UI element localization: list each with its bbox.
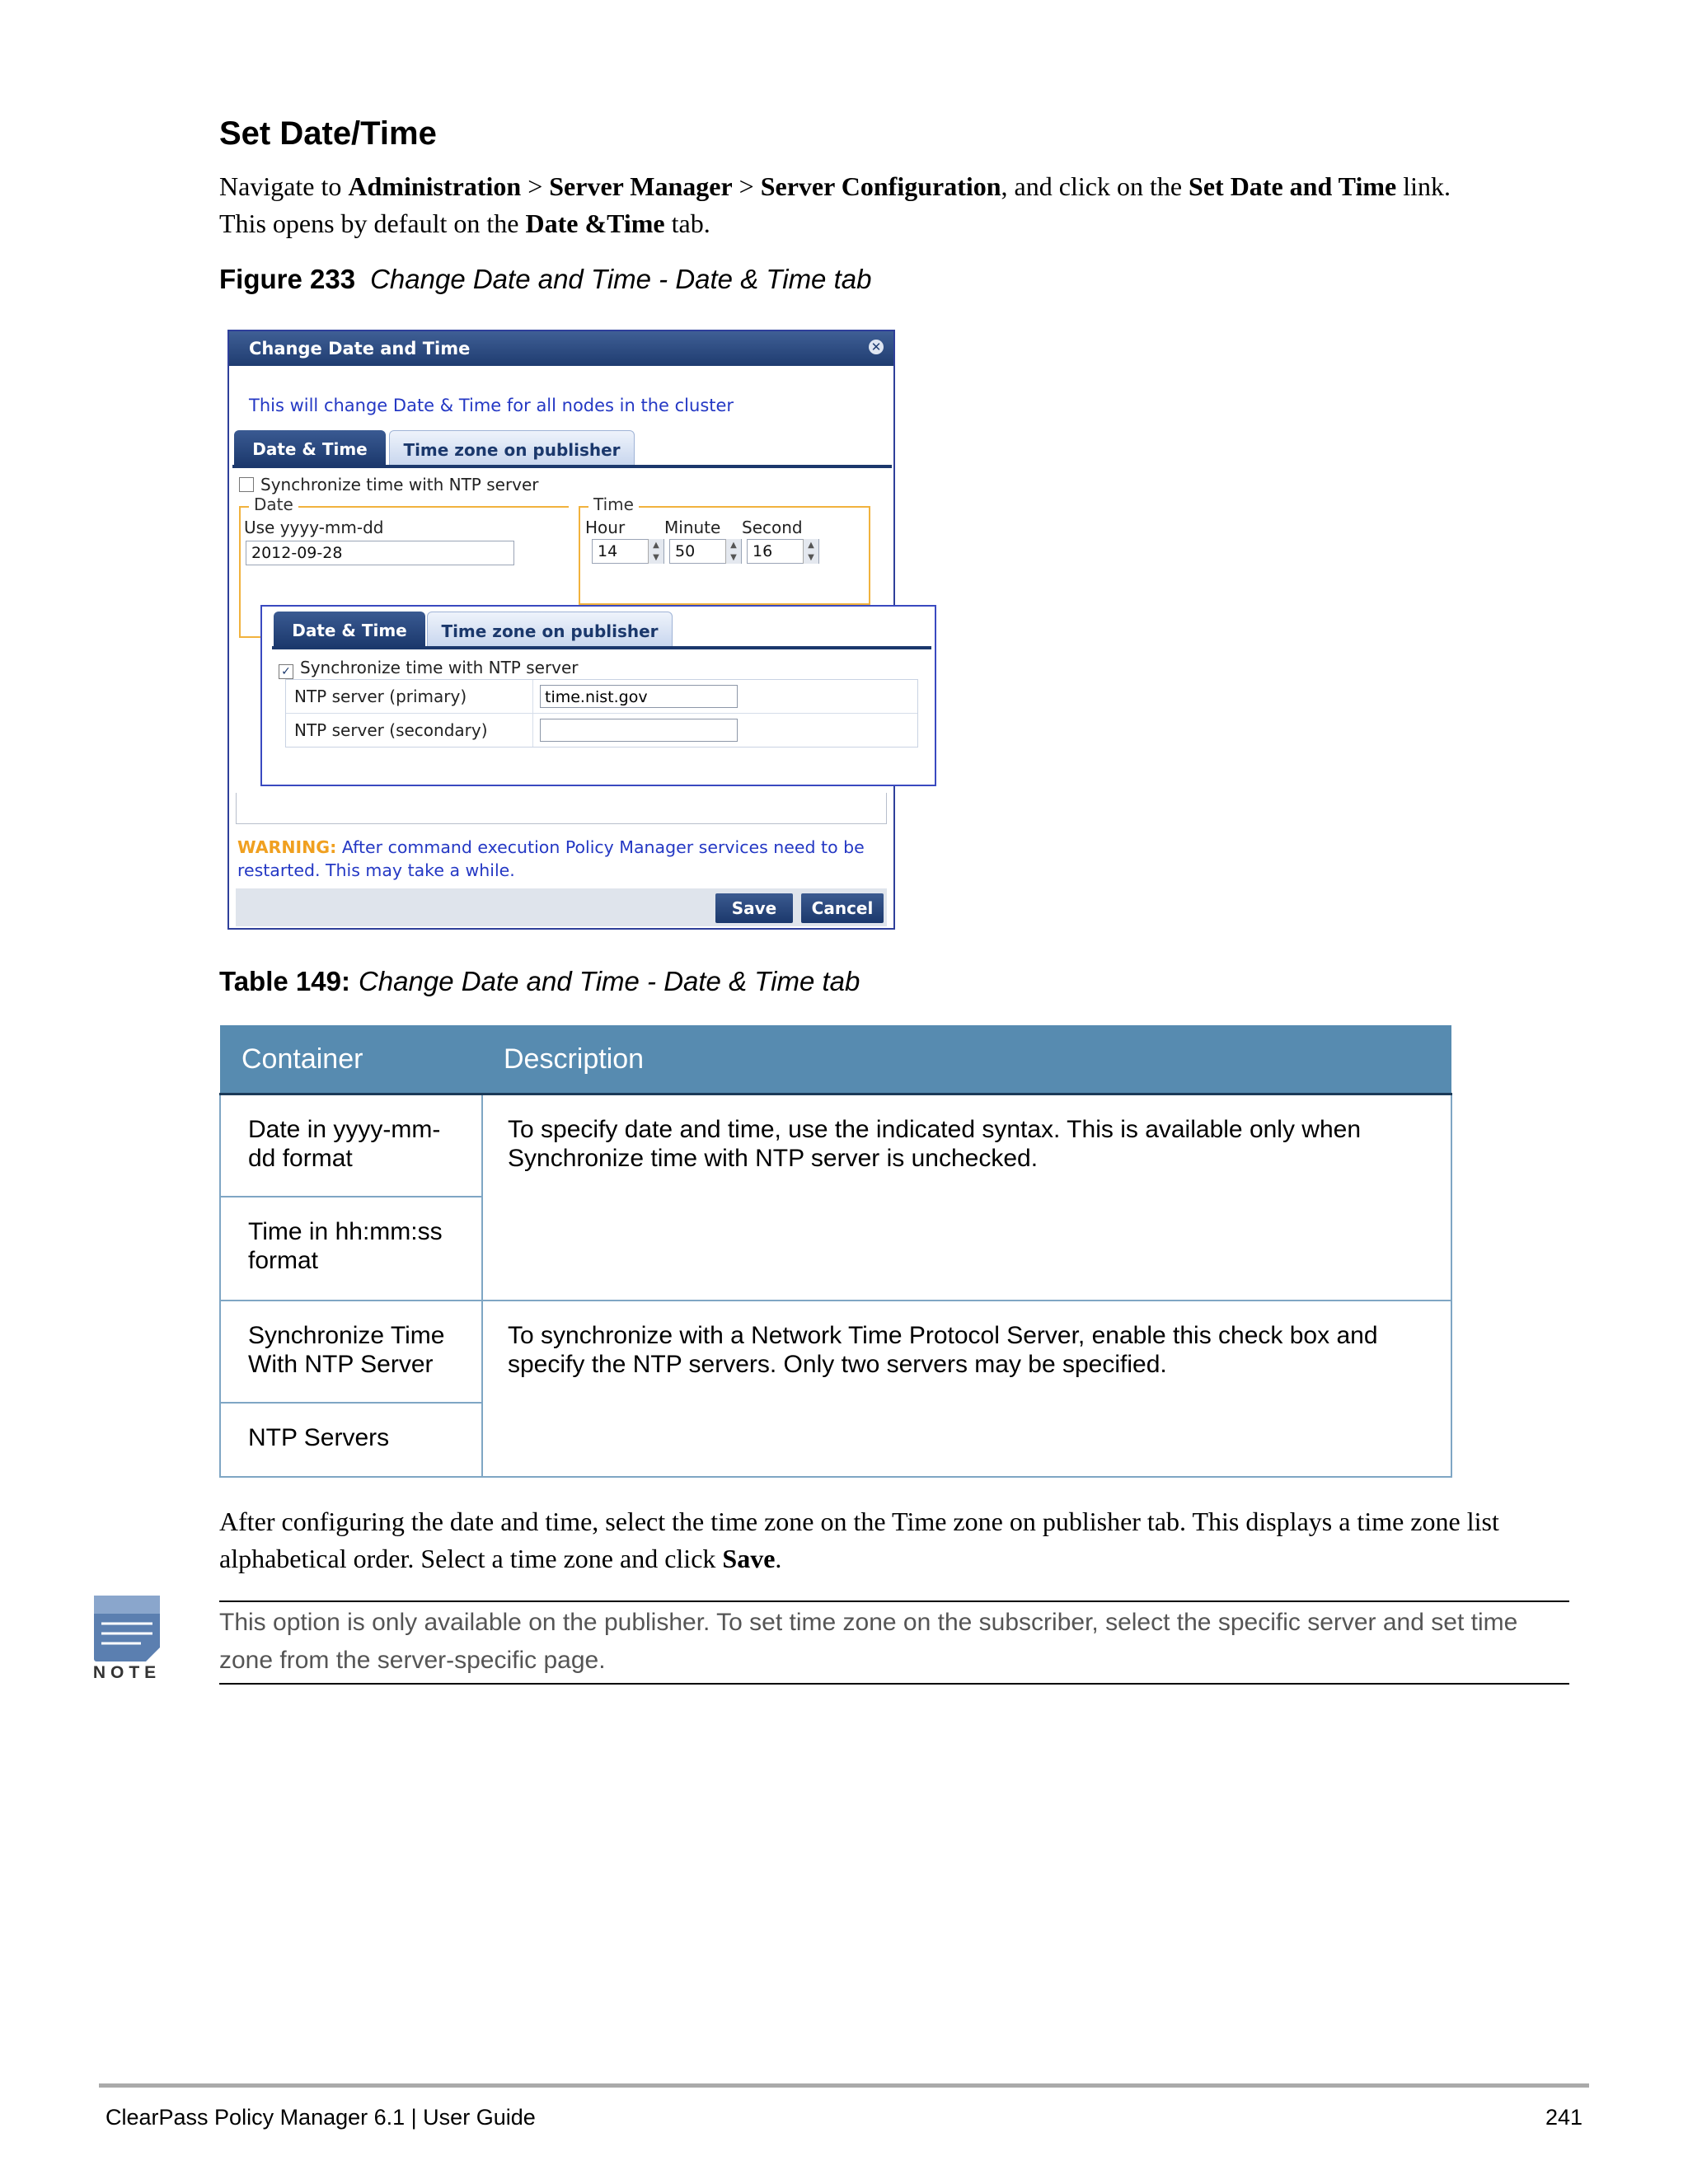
dialog-titlebar <box>229 331 893 366</box>
note-bottom-rule <box>219 1683 1569 1685</box>
intro-text: , and click on the <box>1001 171 1189 201</box>
time-legend: Time <box>588 494 639 514</box>
sync-ntp-checkbox[interactable] <box>239 477 254 492</box>
tab-time-zone-on-publisher[interactable]: Time zone on publisher <box>389 430 635 466</box>
sync-ntp-row <box>239 475 539 494</box>
tab-underline <box>232 465 892 468</box>
after-text: After configuring the date and time, select the time zone on the Time zone on publisher tab. This displays a time zone list alphabetical order. Select a time zone and click <box>219 1507 1499 1573</box>
header-container: Container <box>220 1025 482 1094</box>
ntp-primary-label: NTP server (primary) <box>286 680 533 713</box>
date-input[interactable]: 2012-09-28 <box>246 541 514 565</box>
footer-rule <box>99 2083 1589 2088</box>
sync-ntp-label: Synchronize time with NTP server <box>260 475 539 494</box>
intro-text: > <box>521 171 550 201</box>
overlay-sync-row <box>279 658 579 679</box>
intro-paragraph <box>219 168 1587 242</box>
cell-container: Date in yyyy-mm-dd format <box>220 1094 482 1197</box>
table-row <box>220 1301 1451 1403</box>
note-icon <box>91 1596 162 1685</box>
sync-ntp-checkbox-checked[interactable]: ✓ <box>279 664 293 679</box>
note-top-rule <box>219 1601 1569 1602</box>
date-legend: Date <box>249 494 298 514</box>
ntp-primary-row <box>286 680 917 714</box>
menu-path-server-configuration: Server Configuration <box>760 171 1001 201</box>
table-header-row <box>220 1025 1451 1094</box>
table-label: Table 149: <box>219 966 350 996</box>
cell-description: To specify date and time, use the indicated syntax. This is available only when Synchronize time with NTP server is unchecked. <box>482 1094 1451 1301</box>
dialog-title: Change Date and Time <box>249 339 471 359</box>
dialog-tabbar <box>229 430 889 466</box>
overlay-tabbar <box>262 612 935 648</box>
tab-date-time[interactable]: Date & Time <box>274 612 425 648</box>
minute-value: 50 <box>675 542 696 560</box>
figure-caption <box>219 264 871 295</box>
date-hint: Use yyyy-mm-dd <box>244 518 384 537</box>
save-button[interactable]: Save <box>715 893 793 923</box>
menu-path-administration: Administration <box>348 171 522 201</box>
warning-message <box>237 836 889 882</box>
tab-time-zone-on-publisher[interactable]: Time zone on publisher <box>427 612 673 648</box>
tab-name-date-time: Date &Time <box>525 209 665 238</box>
page-number: 241 <box>1545 2105 1583 2130</box>
panel-bottom-edge <box>236 793 887 824</box>
footer-guide-title: ClearPass Policy Manager 6.1 | User Guide <box>106 2105 536 2130</box>
cell-container: Synchronize Time With NTP Server <box>220 1301 482 1403</box>
table-caption <box>219 966 860 997</box>
warning-prefix: WARNING: <box>237 837 337 857</box>
cancel-button[interactable]: Cancel <box>801 893 884 923</box>
menu-path-server-manager: Server Manager <box>549 171 733 201</box>
table-row <box>220 1094 1451 1197</box>
link-name-set-date-time: Set Date and Time <box>1189 171 1397 201</box>
ntp-secondary-row <box>286 714 917 747</box>
figure-caption-text: Change Date and Time - Date & Time tab <box>370 264 872 294</box>
dialog-info-text: This will change Date & Time for all nodes in the cluster <box>249 396 734 415</box>
note-text: This option is only available on the publisher. To set time zone on the subscriber, select the specific server and set time zone from the server-specific page. <box>219 1609 1518 1674</box>
table-caption-text: Change Date and Time - Date & Time tab <box>358 966 860 996</box>
tab-date-time[interactable]: Date & Time <box>234 430 386 466</box>
container-description-table <box>219 1025 1452 1478</box>
second-spin-icon[interactable]: ▲ ▼ <box>803 539 818 564</box>
overlay-sync-label: Synchronize time with NTP server <box>300 658 579 677</box>
second-value: 16 <box>753 542 773 560</box>
second-label: Second <box>742 518 803 537</box>
cell-container: Time in hh:mm:ss format <box>220 1197 482 1301</box>
ntp-secondary-input[interactable] <box>540 719 738 742</box>
intro-text: Navigate to <box>219 171 349 201</box>
ntp-overlay-panel <box>260 605 936 786</box>
close-icon[interactable]: ✕ <box>869 340 884 354</box>
ntp-secondary-label: NTP server (secondary) <box>286 714 533 747</box>
after-configuring-paragraph <box>219 1503 1587 1577</box>
hour-label: Hour <box>585 518 626 537</box>
save-keyword: Save <box>722 1544 776 1573</box>
note-icon-label: NOTE <box>92 1663 162 1682</box>
cell-description: To synchronize with a Network Time Protocol Server, enable this check box and specify the NTP servers. Only two servers may be specified. <box>482 1301 1451 1477</box>
intro-text: > <box>732 171 761 201</box>
overlay-tab-underline <box>272 646 931 649</box>
hour-spin-icon[interactable]: ▲ ▼ <box>648 539 663 564</box>
dialog-footer <box>236 888 887 926</box>
ntp-server-table <box>285 679 918 748</box>
ntp-primary-input[interactable]: time.nist.gov <box>540 685 738 708</box>
intro-text: This opens by default on the <box>219 209 526 238</box>
header-description: Description <box>482 1025 1451 1094</box>
cell-container: NTP Servers <box>220 1403 482 1477</box>
minute-label: Minute <box>664 518 721 537</box>
warning-text: After command execution Policy Manager services need to be restarted. This may take a while. <box>237 837 865 880</box>
figure-label: Figure 233 <box>219 264 356 294</box>
intro-text: link. <box>1396 171 1451 201</box>
hour-value: 14 <box>598 542 618 560</box>
section-title: Set Date/Time <box>219 115 437 152</box>
minute-spin-icon[interactable]: ▲ ▼ <box>725 539 741 564</box>
after-text: . <box>775 1544 782 1573</box>
intro-text: tab. <box>664 209 710 238</box>
